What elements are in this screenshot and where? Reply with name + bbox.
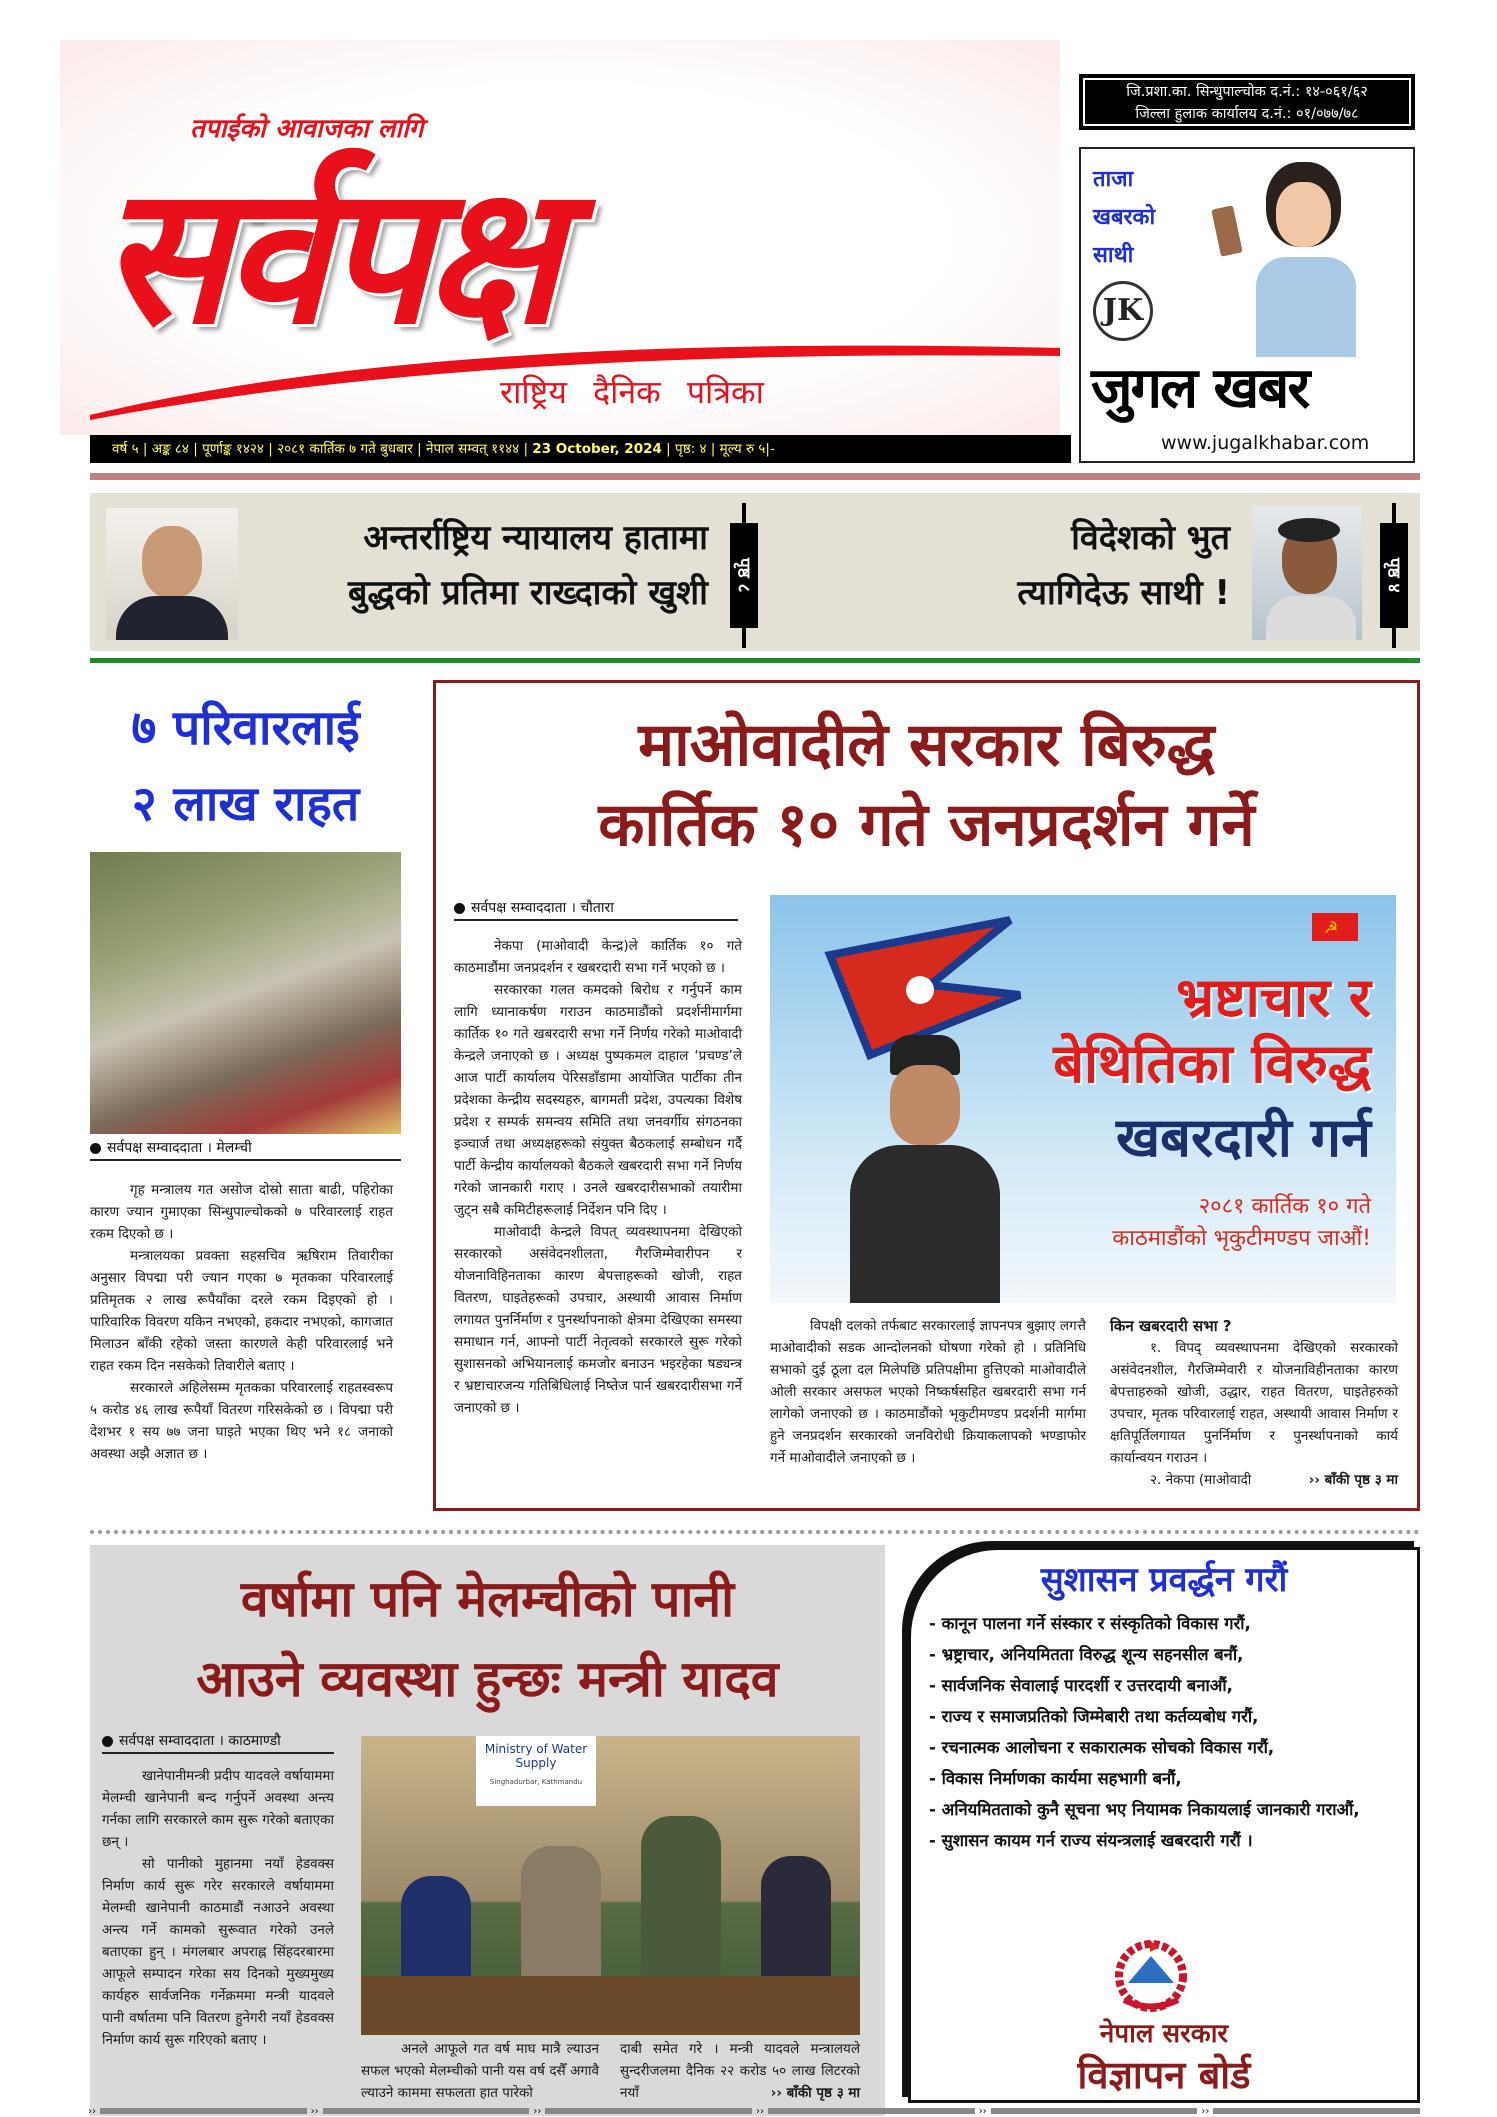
main-story-col1 xyxy=(454,935,742,1419)
continued-link[interactable]: ›› बाँकी पृष्ठ ३ मा xyxy=(770,2085,860,2101)
teaser-band xyxy=(90,493,1420,651)
main-story-sidebar xyxy=(1110,1315,1398,1491)
ministry-press-photo xyxy=(361,1736,860,2035)
page-tag-label: पृष्ठ ८ xyxy=(733,558,754,593)
teaser-photo-young-man xyxy=(1252,506,1362,640)
footer-bar xyxy=(545,2108,752,2114)
footer-separator: ›› xyxy=(978,2105,987,2117)
paragraph: दाबी समेत गरे । मन्त्री यादवले मन्त्रालयले सुन्दरीजलमा दैनिक २२ करोड ५० लाख लिटरको नयाँ xyxy=(620,2041,860,2101)
ad-item: - रचनात्मक आलोचना र सकारात्मक सोचको विकास गरौं, xyxy=(929,1738,1275,1757)
jk-logo-initials: JK xyxy=(1102,293,1144,328)
jk-logo xyxy=(1093,281,1153,341)
poster-line: बेथितिका विरुद्ध xyxy=(1053,1032,1371,1095)
leader-figure xyxy=(840,1035,1010,1303)
good-governance-ad xyxy=(908,1547,1420,2103)
left-story-headline[interactable] xyxy=(90,690,401,842)
bottom-story-byline xyxy=(102,1731,334,1754)
footer-separator: ›› xyxy=(1201,2105,1210,2117)
headline-line: वर्षामा पनि मेलम्चीको पानी xyxy=(240,1570,735,1628)
headline-line: आउने व्यवस्था हुन्छः मन्त्री यादव xyxy=(196,1650,779,1708)
footer-separator: ›› xyxy=(756,2105,765,2117)
ad-item: - सार्वजनिक सेवालाई पारदर्शी र उत्तरदायी बनाऔं, xyxy=(929,1676,1233,1695)
ad-url[interactable]: www.jugalkhabar.com xyxy=(1161,432,1370,454)
footer-bar xyxy=(323,2108,530,2114)
footer-bar xyxy=(768,2108,975,2114)
footer-bar xyxy=(100,2108,307,2114)
continued-link[interactable]: ›› बाँकी पृष्ठ ३ मा xyxy=(1308,1472,1398,1488)
relief-distribution-photo xyxy=(90,852,401,1134)
teaser-1-headline: बुद्धको प्रतिमा राख्दाको खुशी xyxy=(348,573,708,613)
svg-text:☭: ☭ xyxy=(1324,918,1339,937)
dateline-separator: | xyxy=(519,441,533,457)
paragraph: सरकारका गलत कमदको बिरोध र गर्नुपर्ने काम लागि ध्यानाकर्षण गराउन काठमाडौंको प्रदर्शनीमार्गमा कार्तिक १० गते खबरदारी सभा गर्ने निर्णय गरेको माओवादी केन्द्रले जनाएको छ । अध्यक्ष पुष्पकमल दाहाल ‘प्रचण्ड’ले आज पार्टी कार्यालय पेरिसडाँडामा आयोजित पार्टीका तीन प्रदेशका केन्द्रीय सदस्यहरु, बागमती प्रदेश, उपत्यका विशेष प्रदेश र सम्पर्क समन्वय समिति तथा जनवर्गीय संगठनका इञ्चार्ज तथा अध्यक्षहरूको संयुक्त बैठकलाई सम्बोधन गर्दै पार्टी केन्द्रीय कार्यालयको बैठकले खबरदारी सभा गर्ने निर्णय गरेको जानकारी गराए । उनले खबरदारीसभाको तयारीमा जुट्न सबै कमिटीहरूलाई निर्देशन पनि दिए । xyxy=(454,982,742,1218)
dateline-item: २०८१ कार्तिक ७ गते बुधबार xyxy=(277,441,413,457)
masthead xyxy=(60,40,1060,435)
paragraph: माओवादी केन्द्रले विपत् व्यवस्थापनमा देखिएको सरकारको असंवेदनशीलता, गैरजिम्मेवारीपन र योजनाविहिनताका कारण बेपत्ताहरूको खोजी, राहत वितरण, घाइतेहरूको उपचार, अस्थायी आवास निर्माण लगायत पुनर्निर्माण र पुनर्स्थापनाको क्षेत्रमा देखिएका समस्या समाधान गर्न, आफ्नो पार्टी नेतृत्वको सरकारले सुरू गरेको सुशासनको अभियानलाई कमजोर बनाउन भइरहेका षड्यन्त्र र भ्रष्टाचारजन्य गतिबिधिलाई निष्तेज पार्न खबरदारीसभा गर्ने जनाएको छ । xyxy=(454,1224,742,1416)
headline-line: कार्तिक १० गते जनप्रदर्शन गर्ने xyxy=(598,790,1255,860)
photo-sign-text: Ministry of Water Supply xyxy=(484,1742,588,1770)
teaser-2-page-tag[interactable] xyxy=(1380,523,1408,628)
dateline-item: पृष्ठ: ४ xyxy=(675,441,707,457)
dateline-item: पूर्णाङ्क १४२४ xyxy=(202,441,264,457)
bottom-story-col3 xyxy=(620,2038,860,2104)
registration-line-2: जिल्ला हुलाक कार्यालय द.नं.: ०१/०७७/७८ xyxy=(1135,106,1359,122)
footer-strip xyxy=(88,2106,1420,2116)
ad-item: - सुशासन कायम गर्न राज्य संयन्त्रलाई खबरदारी गरौं । xyxy=(929,1831,1253,1850)
woman-with-phone-photo xyxy=(1211,157,1391,357)
footer-bar xyxy=(991,2108,1198,2114)
bottom-story-headline[interactable] xyxy=(90,1559,885,1719)
dateline-item: अङ्क ८४ xyxy=(151,441,189,457)
headline-line: २ लाख राहत xyxy=(131,776,360,832)
paragraph: नेकपा (माओवादी केन्द्र)ले कार्तिक १० गते काठमाडौंमा जनप्रदर्शन र खबरदारी सभा गर्ने भएको छ । xyxy=(454,938,742,976)
sidebar-item: २. नेकपा (माओवादी xyxy=(1150,1472,1252,1488)
divider-rule xyxy=(90,473,1420,480)
ad-item: - कानून पालना गर्ने संस्कार र संस्कृतिको विकास गरौं, xyxy=(929,1614,1251,1633)
ad-slogan-line: साथी xyxy=(1093,243,1134,268)
dotted-divider xyxy=(90,1530,1420,1534)
teaser-1-headline: अन्तर्राष्ट्रिय न्यायालय हातामा xyxy=(363,518,708,558)
dateline-item: मूल्य रु ५|- xyxy=(719,441,775,457)
bottom-story-col2: अनले आफूले गत वर्ष माघ मात्रै ल्याउन सफल भएको मेलम्चीको पानी यस वर्ष दसैँ अगावै ल्याउने काममा सफलता हात पारेको xyxy=(361,2041,599,2101)
poster-line: भ्रष्टाचार र xyxy=(1176,966,1371,1029)
dateline-item: 23 October, 2024 xyxy=(532,441,662,457)
ad-item: - अनियमितताको कुनै सूचना भए नियामक निकायलाई जानकारी गराऔं, xyxy=(929,1800,1360,1819)
dateline-separator: | xyxy=(263,441,278,457)
ad-item: - राज्य र समाजप्रतिको जिम्मेबारी तथा कर्तव्यबोध गरौं, xyxy=(929,1707,1259,1726)
headline-line: ७ परिवारलाई xyxy=(131,700,360,756)
poster-line: खबरदारी गर्न xyxy=(1116,1106,1371,1169)
teaser-1-link[interactable] xyxy=(258,511,708,621)
ad-brand: जुगल खबर xyxy=(1091,356,1309,421)
dateline-item: नेपाल सम्वत् ११४४ xyxy=(425,441,520,457)
ad-slogan-line: खबरको xyxy=(1093,205,1156,230)
byline-text: सर्वपक्ष सम्वाददाता । काठमाण्डौ xyxy=(119,1733,281,1749)
party-flag-icon xyxy=(1310,911,1360,951)
dateline-item: वर्ष ५ xyxy=(112,441,139,457)
sidebar-title: किन खबरदारी सभा ? xyxy=(1110,1317,1232,1335)
teaser-2-headline: त्यागिदेऊ साथी ! xyxy=(1017,573,1230,613)
dateline-separator: | xyxy=(661,441,676,457)
ad-item-list xyxy=(911,1602,1417,1856)
masthead-tagline: तपाईको आवाजका लागि xyxy=(190,114,424,144)
dateline-separator: | xyxy=(138,441,152,457)
teaser-photo-man-suit xyxy=(106,508,238,640)
nepal-emblem-icon xyxy=(1106,1938,1196,2018)
footer-separator: ›› xyxy=(88,2105,96,2117)
protest-poster-image xyxy=(770,895,1396,1303)
teaser-2-link[interactable] xyxy=(940,511,1230,621)
footer-bar xyxy=(1213,2108,1420,2114)
main-story-headline[interactable] xyxy=(436,705,1417,865)
paragraph: सो पानीको मुहानमा नयाँ हेडवक्स निर्माण कार्य सुरू गरेर सरकारले वर्षायाममा मेलम्ची खानेपानी काठमाडौं नआउने अवस्था अन्त्य गर्ने कामको सुरूवात गरेको उनले बताएका हुन् । मंगलबार अपराह्न सिंहदरबारमा आफूले सम्पादन गरेका सय दिनको मुख्यमुख्य कार्यहरु सार्वजनिक गर्नेक्रममा मन्त्री यादवले पानी वर्षातमा पनि वितरण हुनेगरी नयाँ हेडवक्स निर्माण कार्य सुरू गरिएको बताए । xyxy=(102,1856,334,2048)
masthead-title: सर्वपक्ष xyxy=(100,145,555,366)
ad-slogan-line: ताजा xyxy=(1093,167,1134,192)
paragraph: विपक्षी दलको तर्फबाट सरकारलाई ज्ञापनपत्र बुझाए लगत्तै माओवादीको सडक आन्दोलनको घोषणा गरेको हो । प्रतिनिधि सभाको दुई ठूला दल मिलेपछि प्रतिपक्षीमा हुत्तिएको माओवादीले ओली सरकार असफल भएको निष्कर्षसहित खबरदारी सभा गर्न लागेको जनाएको छ । काठमाडौंको भृकुटीमण्डप प्रदर्शनी मार्गमा हुने जनप्रदर्शन सरकारको जनविरोधी क्रियाकलापको भण्डाफोर गर्ने माओवादीले जनाएको छ । xyxy=(770,1318,1086,1466)
byline-text: सर्वपक्ष सम्वाददाता । मेलम्ची xyxy=(107,1140,252,1156)
teaser-2-headline: विदेशको भुत xyxy=(1071,518,1230,558)
main-story-col2 xyxy=(770,1315,1086,1469)
dateline-bar xyxy=(90,435,1071,463)
ad-item: - भ्रष्ट्राचार, अनियमितता विरुद्ध शून्य सहनसील बनौं, xyxy=(929,1645,1244,1664)
ad-org: नेपाल सरकार xyxy=(1099,2019,1229,2049)
registration-box xyxy=(1079,74,1415,130)
main-story-byline xyxy=(454,898,738,921)
dateline-separator: | xyxy=(706,441,720,457)
photo-sign-subtext: Singhadurbar, Kathmandu xyxy=(489,1778,583,1786)
bottom-story xyxy=(90,1545,885,2116)
left-story-body xyxy=(90,1179,401,1465)
paragraph: मन्त्रालयका प्रवक्ता सहसचिव ऋषिराम तिवारीका अनुसार विपद्मा परी ज्यान गएका ७ मृतकका परिवारलाई प्रतिमृतक २ लाख रूपैयाँका दरले रकम दिइएको हो । पारिवारिक विवरण यकिन नभएको, हकदार नभएको, कागजात मिलाउन बाँकी रहेको जस्ता कारणले केही परिवारलाई भने राहत रकम दिन नसकेको तिवारीले बताए । xyxy=(90,1248,393,1374)
left-story xyxy=(90,690,401,1465)
sidebar-item: १. विपद् व्यवस्थापनमा देखिएको सरकारको असंवेदनशील, गैरजिम्मेवारी र योजनाविहीनताका कारण बेपत्ताहरुको खोजी, उद्धार, राहत वितरण, घाइतेहरुको उपचार, मृतक परिवारलाई राहत, अस्थायी आवास निर्माण र क्षतिपूर्तिलगायत पुनर्निर्माण र पुनर्स्थापनाको कार्य कार्यान्वयन गराउन । xyxy=(1110,1340,1398,1466)
jugal-khabar-ad[interactable] xyxy=(1079,147,1415,463)
ad-board-name: विज्ञापन बोर्ड xyxy=(1077,2053,1251,2097)
paragraph: सरकारले अहिलेसम्म मृतकका परिवारलाई राहतस्वरूप ५ करोड ४६ लाख रूपैयाँ वितरण गरिसकेको छ । विपद्मा परी देशभर १ सय ७७ जना घाइते भएका थिए भने १८ जनाको अवस्था अझै अज्ञात छ । xyxy=(90,1380,393,1462)
paragraph: खानेपानीमन्त्री प्रदीप यादवले वर्षायाममा मेलम्ची खानेपानी बन्द गर्नुपर्ने अवस्था अन्त्य गर्नका लागि सरकारले काम सुरू गरेको बताएका छन् । xyxy=(102,1768,334,1850)
dateline-separator: | xyxy=(188,441,203,457)
headline-line: माओवादीले सरकार बिरुद्ध xyxy=(638,710,1215,780)
footer-separator: ›› xyxy=(533,2105,542,2117)
dateline-separator: | xyxy=(412,441,426,457)
byline-text: सर्वपक्ष सम्वाददाता । चौतारा xyxy=(471,900,614,916)
ad-title: सुशासन प्रवर्द्धन गरौं xyxy=(1040,1560,1288,1600)
teaser-1-page-tag[interactable] xyxy=(730,523,758,628)
poster-line: २०८१ कार्तिक १० गते xyxy=(1198,1194,1371,1219)
footer-separator: ›› xyxy=(310,2105,319,2117)
bottom-story-col1 xyxy=(102,1765,334,2051)
page-tag-label: पृष्ठ ४ xyxy=(1383,558,1404,593)
poster-line: काठमाडौंको भृकुटीमण्डप जाऔं! xyxy=(1112,1226,1371,1251)
ad-item: - विकास निर्माणका कार्यमा सहभागी बनौं, xyxy=(929,1769,1182,1788)
registration-line-1: जि.प्रशा.का. सिन्धुपाल्चोक द.नं.: १४-०६१/६२ xyxy=(1126,84,1368,100)
main-story-box xyxy=(433,680,1420,1511)
masthead-subtitle: राष्ट्रिय दैनिक पत्रिका xyxy=(500,373,764,411)
green-rule xyxy=(90,658,1420,663)
left-story-byline xyxy=(90,1138,401,1161)
paragraph: गृह मन्त्रालय गत असोज दोस्रो साता बाढी, पहिरोका कारण ज्यान गुमाएका सिन्धुपाल्चोकको ७ परिवारलाई राहत रकम दिएको छ । xyxy=(90,1182,393,1242)
